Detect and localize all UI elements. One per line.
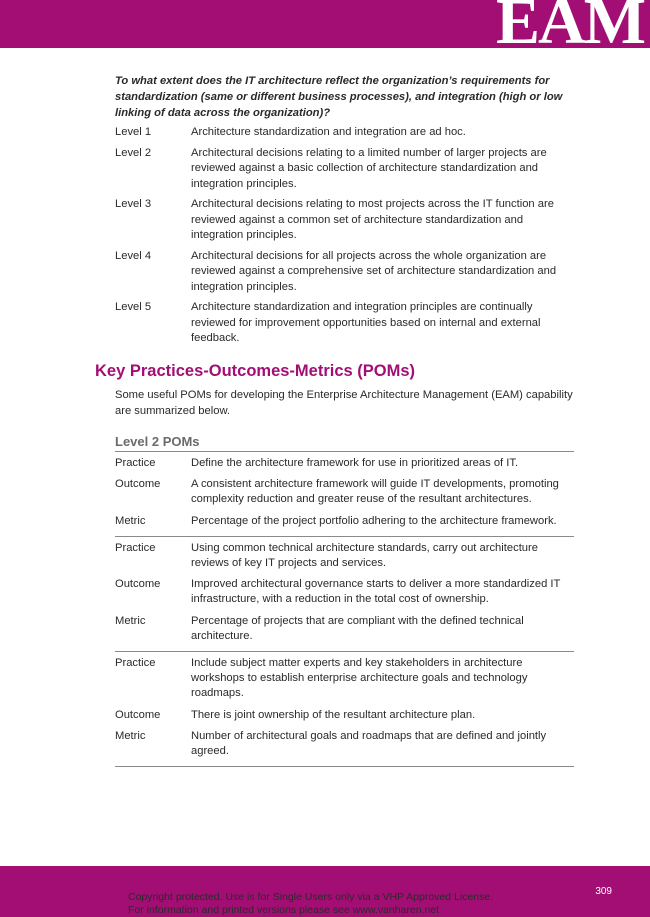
level-row <box>115 300 575 347</box>
pom-text: Percentage of projects that are compliant with the defined technical architecture. <box>191 614 524 642</box>
section-title: Key Practices-Outcomes-Metrics (POMs) <box>95 362 416 380</box>
pom-text: Define the architecture framework for use in prioritized areas of IT. <box>191 457 519 469</box>
pom-group <box>115 537 574 652</box>
pom-label: Metric <box>115 729 146 742</box>
pom-row <box>115 656 574 702</box>
pom-label: Practice <box>115 657 156 670</box>
pom-text: Using common technical architecture standards, carry out architecture reviews of key IT projects and services. <box>191 541 538 570</box>
pom-label: Outcome <box>115 708 161 721</box>
pom-row <box>115 456 574 471</box>
pom-label: Outcome <box>115 478 161 491</box>
level-row <box>115 197 575 244</box>
copyright-line: For information and printed versions please see www.vanharen.net <box>128 904 440 916</box>
pom-row <box>115 729 574 759</box>
assessment-question: To what extent does the IT architecture reflect the organization’s requirements for standardization (same or different business processes), and integration (high or low linking of data across the organization)? <box>115 75 563 119</box>
maturity-levels-block <box>115 73 575 352</box>
pom-text: Number of architectural goals and roadmaps that are defined and jointly agreed. <box>191 729 547 758</box>
level-label: Level 4 <box>115 249 152 262</box>
level-description: Architecture standardization and integration are ad hoc. <box>191 126 466 138</box>
pom-group <box>115 452 574 537</box>
pom-text: Percentage of the project portfolio adhering to the architecture framework. <box>191 514 557 527</box>
level-description: Architectural decisions for all projects across the whole organization are reviewed against a comprehensive set of architecture standardization and integration principles. <box>191 249 557 293</box>
pom-label: Practice <box>115 541 156 554</box>
pom-row <box>115 708 574 723</box>
level-row <box>115 249 575 296</box>
pom-label: Metric <box>115 614 146 627</box>
level-description: Architectural decisions relating to a limited number of larger projects are reviewed against a basic collection of architecture standardization and integration principles. <box>191 146 547 190</box>
levels-list <box>115 125 575 347</box>
pom-label: Metric <box>115 514 146 527</box>
level-label: Level 5 <box>115 301 152 313</box>
pom-text: Improved architectural governance starts to deliver a more standardized IT infrastructure, with a reduction in the total cost of ownership. <box>191 578 561 606</box>
pom-row <box>115 541 574 571</box>
header-bar <box>0 0 650 58</box>
pom-text: Include subject matter experts and key stakeholders in architecture workshops to establish enterprise architecture goals and technology roadmaps. <box>191 657 528 700</box>
pom-subtitle: Level 2 POMs <box>115 434 200 449</box>
pom-row <box>115 514 574 529</box>
level-row <box>115 146 575 193</box>
pom-text: A consistent architecture framework will guide IT developments, promoting complexity reduction and greater reuse of the resultant architectures. <box>191 478 559 506</box>
pom-row <box>115 477 574 507</box>
page-number: 309 <box>595 886 612 897</box>
pom-row <box>115 577 574 607</box>
level-row <box>115 125 575 141</box>
level-description: Architecture standardization and integration principles are continually reviewed for improvement opportunities based on internal and external feedback. <box>191 301 541 344</box>
pom-row <box>115 614 574 644</box>
pom-label: Outcome <box>115 578 161 591</box>
copyright-notice <box>128 891 493 917</box>
pom-table <box>115 451 574 767</box>
copyright-line: Copyright protected. Use is for Single Users only via a VHP Approved License. <box>128 891 494 903</box>
eam-logo: EAM <box>496 0 644 58</box>
level-label: Level 3 <box>115 198 152 210</box>
pom-text: There is joint ownership of the resultant architecture plan. <box>191 708 476 721</box>
pom-group <box>115 652 574 767</box>
section-intro: Some useful POMs for developing the Enterprise Architecture Management (EAM) capability are summarized below. <box>115 389 573 417</box>
level-label: Level 1 <box>115 126 152 138</box>
pom-label: Practice <box>115 457 156 469</box>
level-description: Architectural decisions relating to most projects across the IT function are reviewed against a common set of architecture standardization and integration principles. <box>191 198 554 241</box>
level-label: Level 2 <box>115 146 152 159</box>
